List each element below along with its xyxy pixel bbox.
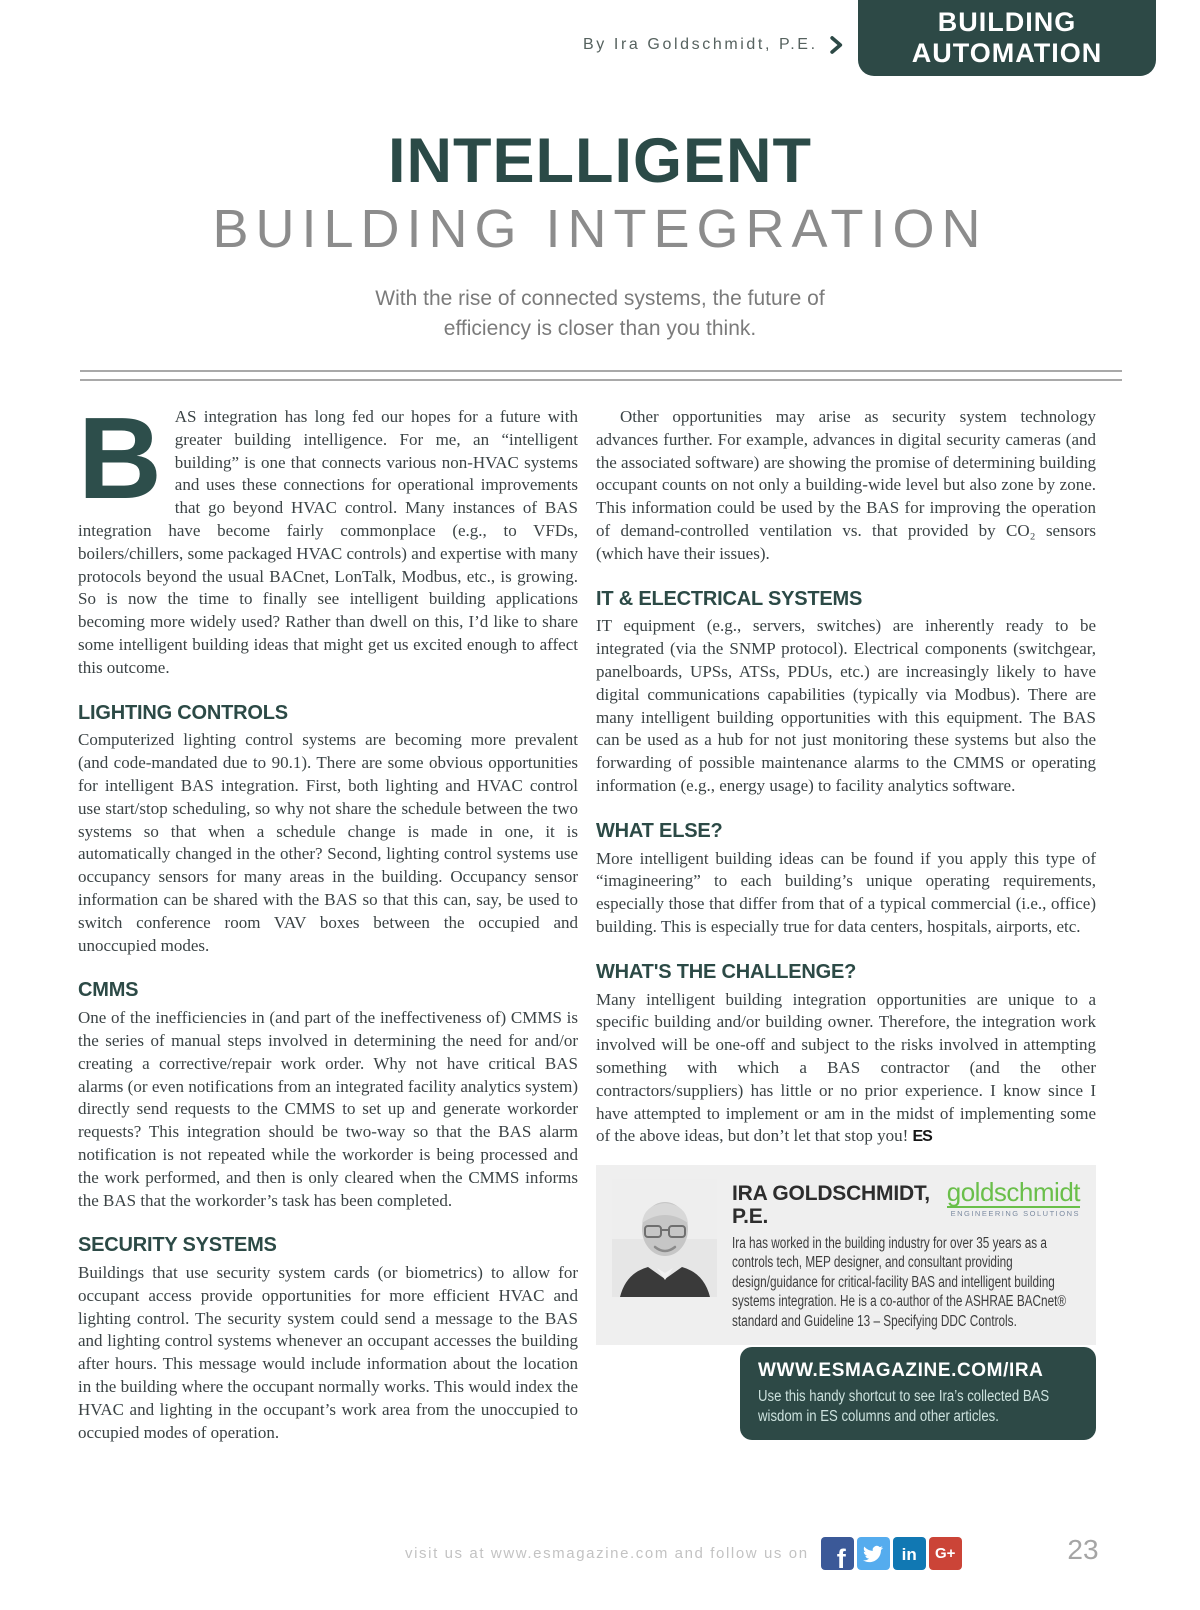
section-title-whats-the-challenge: WHAT'S THE CHALLENGE? (596, 960, 857, 983)
byline-row (583, 36, 843, 54)
goldschmidt-logo-text: goldschmidt (946, 1177, 1080, 1208)
article-subtitle (0, 284, 1200, 345)
left-column (78, 393, 578, 1444)
byline-text: By Ira Goldschmidt, P.E. (583, 36, 818, 53)
article-title-line-1: INTELLIGENT (388, 126, 812, 196)
challenge-text: Many intelligent building integration opportunities are unique to a specific building and/or building owner. Therefore, the integration work involved will be one-off and subject to the risks involved in attempting something with which a BAS contractor (and the other contractors/suppliers) has little or no prior experience. I know since I have attempted to implement or am in the midst of implementing some of the above ideas, but don’t let that stop you! (596, 989, 1096, 1146)
section-title-security-systems: SECURITY SYSTEMS (78, 1234, 277, 1257)
linkedin-icon[interactable]: in (893, 1537, 926, 1570)
article-title-line-2: BUILDING INTEGRATION (212, 199, 988, 260)
shortcut-url[interactable]: WWW.ESMAGAZINE.COM/IRA (758, 1360, 1044, 1382)
author-bio-text: Ira has worked in the building industry for over 35 years as a controls tech, MEP designer, and consultant providing design/guidance for critical-facility BAS and intelligent building systems integration. He is a co-author of the ASHRAE BACnet® standard and Guideline 13 – Specifying DDC Controls. (732, 1234, 1067, 1330)
shortcut-description: Use this handy shortcut to see Ira’s collected BAS wisdom in ES columns and other articles. (758, 1388, 1050, 1425)
article-body (78, 393, 1096, 1444)
section-title-cmms: CMMS (78, 979, 139, 1002)
intro-paragraph (78, 393, 578, 680)
badge-line-2: AUTOMATION (911, 38, 1103, 68)
goldschmidt-logo-tagline: ENGINEERING SOLUTIONS (947, 1206, 1080, 1218)
section-badge (858, 0, 1156, 76)
separator-rule (80, 370, 1122, 381)
challenge-paragraph (596, 989, 1096, 1150)
author-name: IRA GOLDSCHMIDT, P.E. (732, 1182, 930, 1228)
security-continued-paragraph: Other opportunities may arise as security system technology advances further. For example, advances in digital security cameras (and the associated software) are showing the promise of determining building occupant counts on not only a building-wide level but also zone by zone. This information could be used by the BAS for improving the operation of demand-controlled ventilation vs. that provided by CO₂ sensors (which have their issues). (596, 407, 1096, 563)
author-bio-header (732, 1179, 1080, 1229)
chevron-right-icon (830, 36, 843, 54)
right-column (596, 406, 1096, 1444)
twitter-icon[interactable] (857, 1537, 890, 1570)
lighting-controls-paragraph: Computerized lighting control systems are becoming more prevalent (and code-mandated due to 90.1). There are some obvious opportunities for intelligent BAS integration. First, both lighting and HVAC control use start/stop scheduling, so why not share the schedule between the two systems so that when a schedule change is made in one, it is automatically changed in the other? Second, lighting control systems use occupancy sensors for many areas in the building. Occupancy sensor information can be shared with the BAS so that this can, say, be used to switch conference room VAV boxes between the occupied and unoccupied modes. (78, 730, 578, 955)
author-bio-content (732, 1179, 1080, 1331)
author-bio-box (596, 1165, 1096, 1345)
facebook-icon[interactable]: f (821, 1537, 854, 1570)
page-number: 23 (1067, 1534, 1099, 1565)
google-plus-icon[interactable]: G+ (929, 1537, 962, 1570)
shortcut-box (740, 1347, 1096, 1440)
intro-text: AS integration has long fed our hopes for a future with greater building intelligence. For me, an “intelligent building” is one that connects various non-HVAC systems and uses these connections for operational improvements that go beyond HVAC control. Many instances of BAS integration have become fairly commonplace (e.g., to VFDs, boilers/chillers, some packaged HVAC controls) and expertise with many protocols beyond the usual BACnet, LonTalk, Modbus, etc., is growing. So is now the time to finally see intelligent building applications becoming more widely used? Rather than dwell on this, I’d like to share some intelligent building ideas that might get us excited enough to affect this outcome. (78, 407, 578, 677)
section-title-what-else: WHAT ELSE? (596, 819, 723, 842)
section-title-lighting-controls: LIGHTING CONTROLS (78, 701, 288, 724)
goldschmidt-logo (947, 1179, 1080, 1218)
badge-line-1: BUILDING (937, 7, 1077, 37)
subtitle-line-1: With the rise of connected systems, the future of (375, 286, 825, 310)
footer (405, 1537, 965, 1570)
footer-text: visit us at www.esmagazine.com and follow us on (405, 1545, 809, 1562)
author-portrait-illustration (612, 1179, 717, 1297)
title-block (0, 128, 1200, 344)
subtitle-line-2: efficiency is closer than you think. (443, 316, 757, 340)
section-title-it-electrical: IT & ELECTRICAL SYSTEMS (596, 587, 863, 610)
es-end-mark: ES (912, 1128, 932, 1146)
author-photo (612, 1179, 717, 1297)
what-else-paragraph: More intelligent building ideas can be found if you apply this type of “imagineering” to each building’s unique operating requirements, especially those that differ from that of a typical commercial (i.e., office) building. This is especially true for data centers, hospitals, airports, etc. (596, 848, 1096, 936)
drop-cap: B (78, 393, 162, 523)
cmms-paragraph: One of the inefficiencies in (and part of the ineffectiveness of) CMMS is the series of manual steps involved in determining the need for and/or creating a corrective/repair work order. Why not have critical BAS alarms (or even notifications from an integrated facility analytics system) directly send requests to the CMMS to set up and generate workorder requests? This integration should be two-way so that the BAS alarm notification is not repeated while the workorder is being processed and the work performed, and then is only cleared when the CMMS informs the BAS that the workorder’s task has been completed. (78, 1008, 578, 1210)
security-systems-paragraph: Buildings that use security system cards (or biometrics) to allow for occupant access provide opportunities for more efficient HVAC and lighting control. The security system could send a message to the BAS and lighting control systems whenever an occupant accesses the building after hours. This message would include information about the location in the building where the occupant normally works. This would index the HVAC and lighting in the occupant’s work area from the unoccupied to occupied modes of operation. (78, 1263, 578, 1442)
it-electrical-paragraph: IT equipment (e.g., servers, switches) are inherently ready to be integrated (via the SNMP protocol). Electrical components (switchgear, panelboards, UPSs, ATSs, PDUs, etc.) are increasingly likely to have digital communications capabilities (typically via Modbus). There are many intelligent building opportunities with this equipment. The BAS can be used as a hub for not just monitoring these systems but also the forwarding of possible maintenance alarms to the CMMS or operating information (e.g., energy usage) to facility analytics software. (596, 616, 1096, 795)
